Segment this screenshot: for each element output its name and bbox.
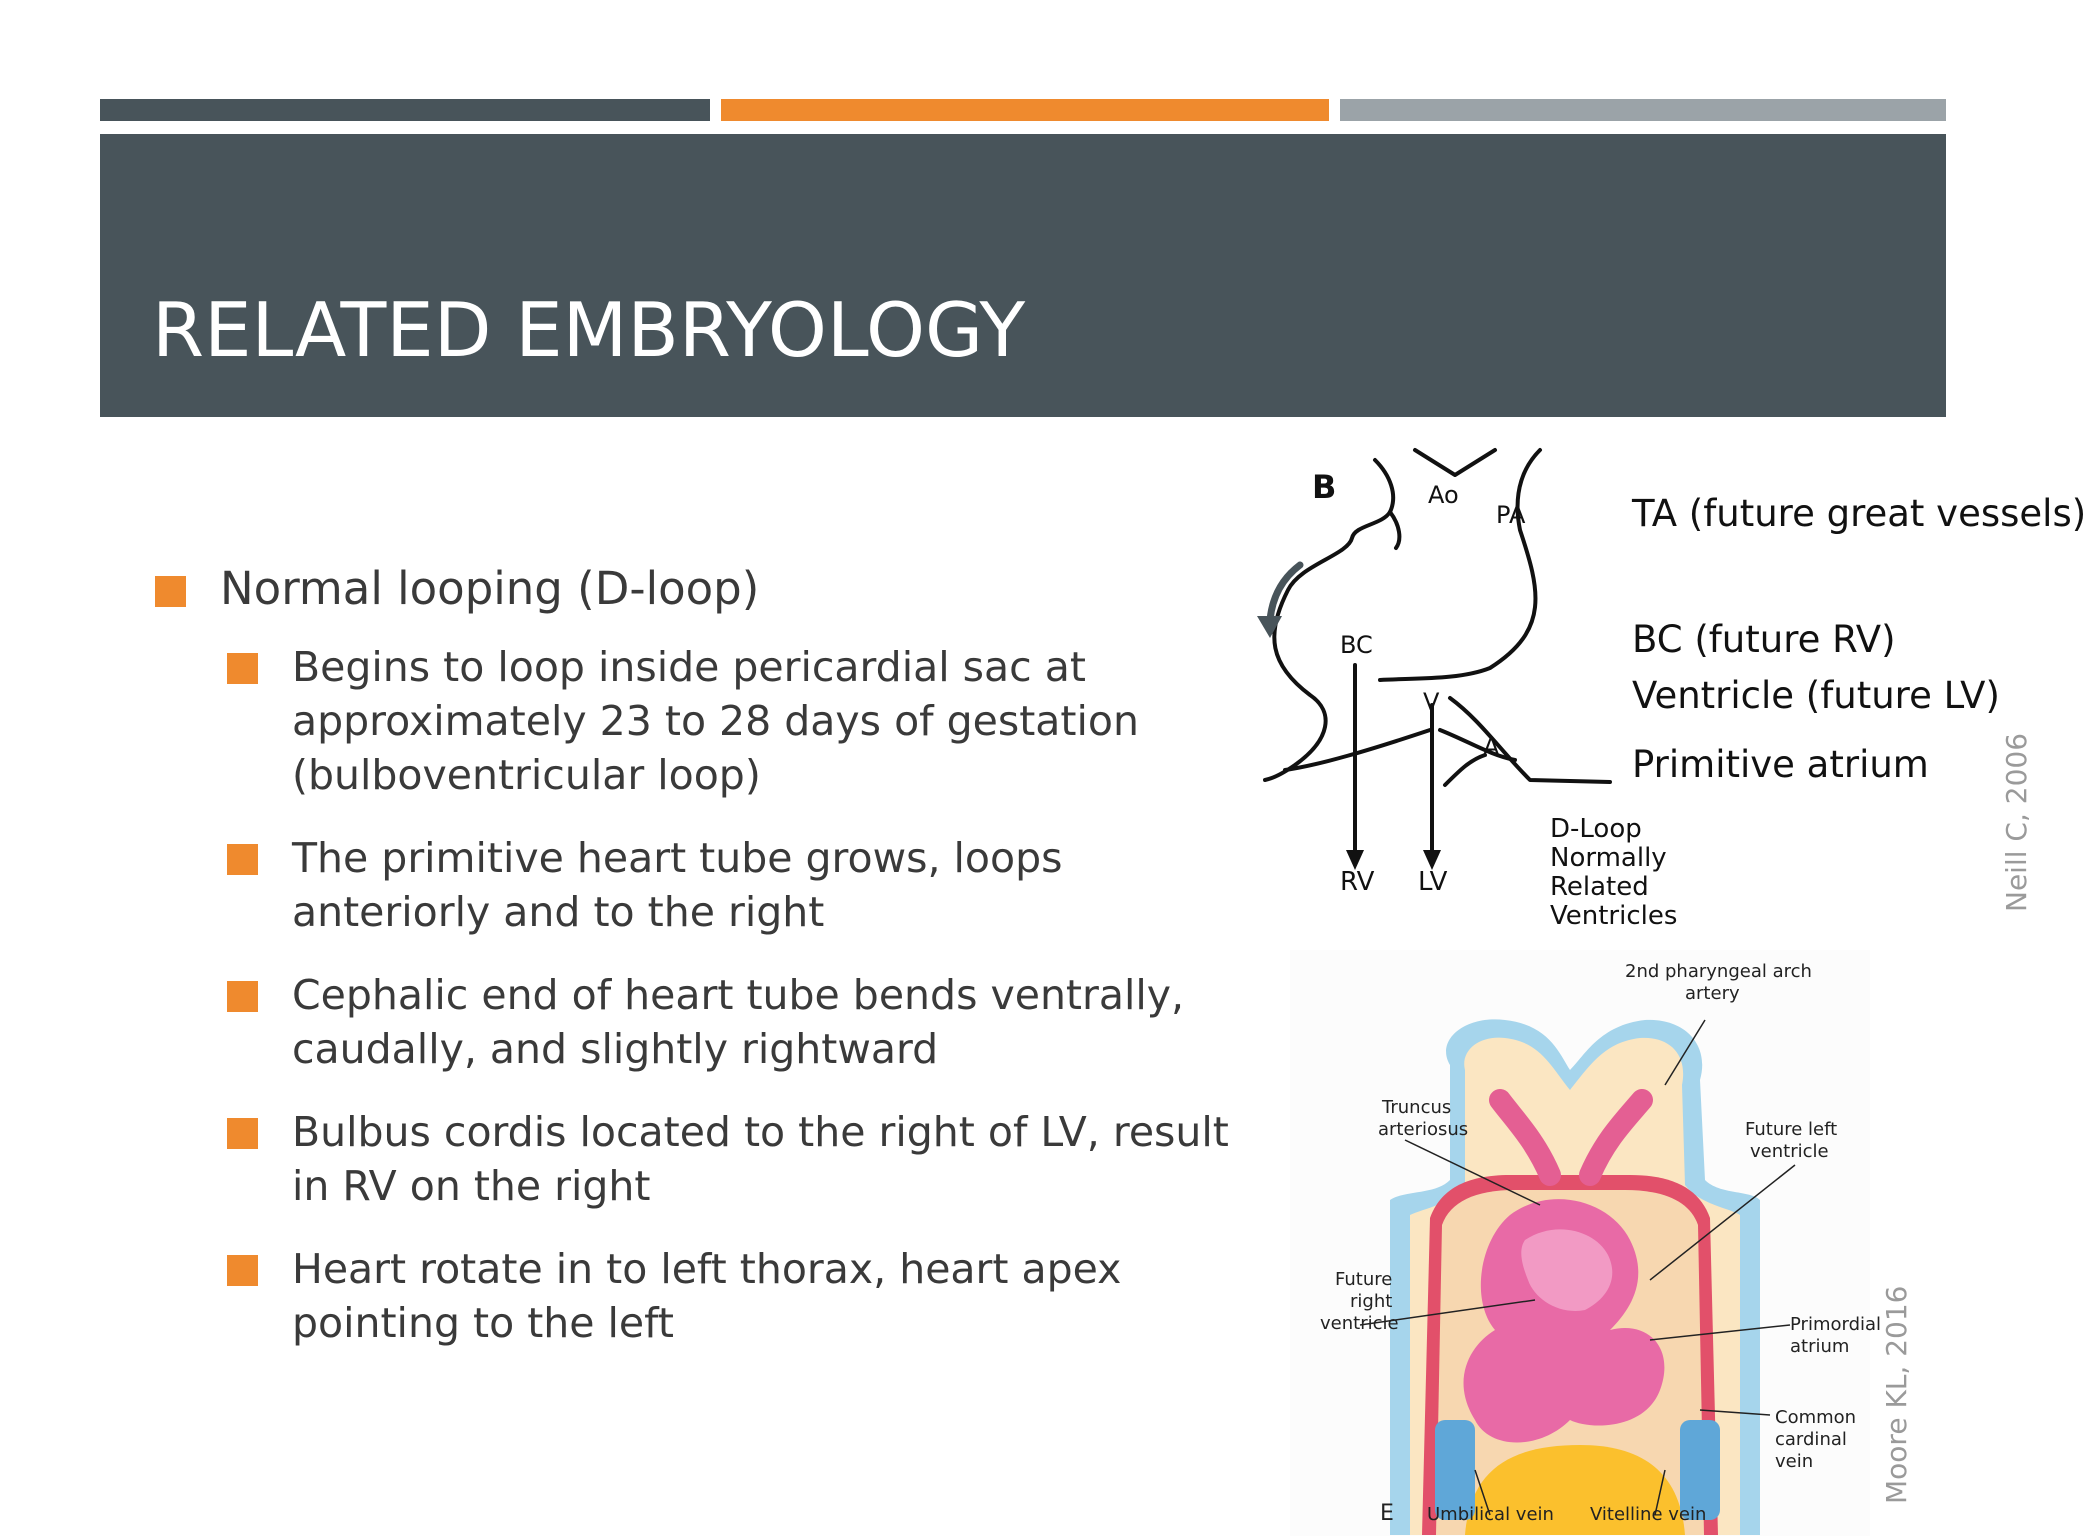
bullet-main-text: Normal looping (D-loop) xyxy=(220,562,760,615)
label-atrium-line-2: atrium xyxy=(1790,1336,1850,1357)
rotation-arrow-head xyxy=(1257,616,1282,638)
label-bc: BC xyxy=(1340,631,1373,659)
credit-neill: Neill C, 2006 xyxy=(2000,732,2033,912)
bullet-sub-text: Cephalic end of heart tube bends ventrally, caudally, and slightly rightward xyxy=(292,971,1185,1073)
atrium-line-left xyxy=(1285,730,1430,770)
credit-moore: Moore KL, 2016 xyxy=(1880,1285,1913,1504)
label-v: V xyxy=(1423,688,1440,716)
label-left-vent-line-2: ventricle xyxy=(1750,1141,1829,1162)
label-right-vent-line-3: ventricle xyxy=(1320,1313,1399,1334)
bullet-sub-text: The primitive heart tube grows, loops anteriorly and to the right xyxy=(292,834,1063,936)
atrium-inner xyxy=(1445,755,1485,785)
title-banner xyxy=(100,134,1946,417)
bullet-main xyxy=(150,560,1230,618)
bullet-square-icon xyxy=(227,1255,258,1286)
embryo-heart-illustration xyxy=(1290,950,1882,1536)
atrium-line-right xyxy=(1440,730,1515,760)
accent-bar-gray xyxy=(1340,99,1946,121)
atrium-outline xyxy=(1450,698,1610,782)
label-left-vent-line-1: Future left xyxy=(1745,1119,1838,1140)
label-lv: LV xyxy=(1418,867,1448,897)
annotation-atrium: Primitive atrium xyxy=(1632,743,1929,786)
bullet-sub-text: Heart rotate in to left thorax, heart apex pointing to the left xyxy=(292,1245,1122,1347)
annotation-ta: TA (future great vessels) xyxy=(1632,492,2086,535)
ao-curve xyxy=(1390,512,1399,548)
panel-letter-e: E xyxy=(1380,1501,1394,1526)
vessel-top-notch xyxy=(1415,450,1495,475)
bullet-sub-text: Begins to loop inside pericardial sac at approximately 23 to 28 days of gestation (bulboventricular loop) xyxy=(292,643,1139,799)
annotation-ventricle: Ventricle (future LV) xyxy=(1632,674,2000,717)
caption-line-2: Normally xyxy=(1550,843,1667,873)
slide-title: RELATED EMBRYOLOGY xyxy=(152,286,1026,374)
label-ao: Ao xyxy=(1428,481,1459,509)
tube-outline-left xyxy=(1265,460,1393,780)
tube-outline-right xyxy=(1380,450,1540,680)
label-right-vent-line-1: Future xyxy=(1335,1269,1393,1290)
bullet-sub xyxy=(150,1105,1230,1213)
bullet-square-icon xyxy=(155,576,186,607)
label-right-vent-line-2: right xyxy=(1350,1291,1393,1312)
d-loop-diagram xyxy=(1240,430,1680,950)
caption-line-4: Ventricles xyxy=(1550,901,1678,931)
bullet-sub xyxy=(150,1242,1230,1350)
label-vitelline: Vitelline vein xyxy=(1590,1504,1707,1525)
caption-line-3: Related xyxy=(1550,872,1649,902)
bullet-sub-text: Bulbus cordis located to the right of LV, result in RV on the right xyxy=(292,1108,1229,1210)
label-pa: PA xyxy=(1496,501,1526,529)
accent-bar-dark xyxy=(100,99,710,121)
label-arch-line-2: artery xyxy=(1685,983,1740,1004)
panel-letter-b: B xyxy=(1312,468,1337,506)
label-a: A xyxy=(1483,733,1500,761)
label-atrium-line-1: Primordial xyxy=(1790,1314,1882,1335)
bullet-square-icon xyxy=(227,1118,258,1149)
bullet-sub xyxy=(150,968,1230,1076)
bullet-sub xyxy=(150,640,1230,802)
bullet-square-icon xyxy=(227,844,258,875)
bullet-list xyxy=(150,560,1230,1379)
annotation-bc: BC (future RV) xyxy=(1632,618,1896,661)
label-cardinal-line-1: Common xyxy=(1775,1407,1857,1428)
bullet-square-icon xyxy=(227,981,258,1012)
label-rv: RV xyxy=(1340,867,1375,897)
accent-bar-orange xyxy=(721,99,1329,121)
bullet-sub xyxy=(150,831,1230,939)
caption-line-1: D-Loop xyxy=(1550,814,1642,844)
label-cardinal-line-2: cardinal xyxy=(1775,1429,1847,1450)
label-truncus-line-1: Truncus xyxy=(1382,1097,1452,1118)
bullet-square-icon xyxy=(227,653,258,684)
label-arch-line-1: 2nd pharyngeal arch xyxy=(1625,961,1812,982)
label-truncus-line-2: arteriosus xyxy=(1378,1119,1469,1140)
label-umbilical: Umbilical vein xyxy=(1427,1504,1554,1525)
label-cardinal-line-3: vein xyxy=(1775,1451,1814,1472)
